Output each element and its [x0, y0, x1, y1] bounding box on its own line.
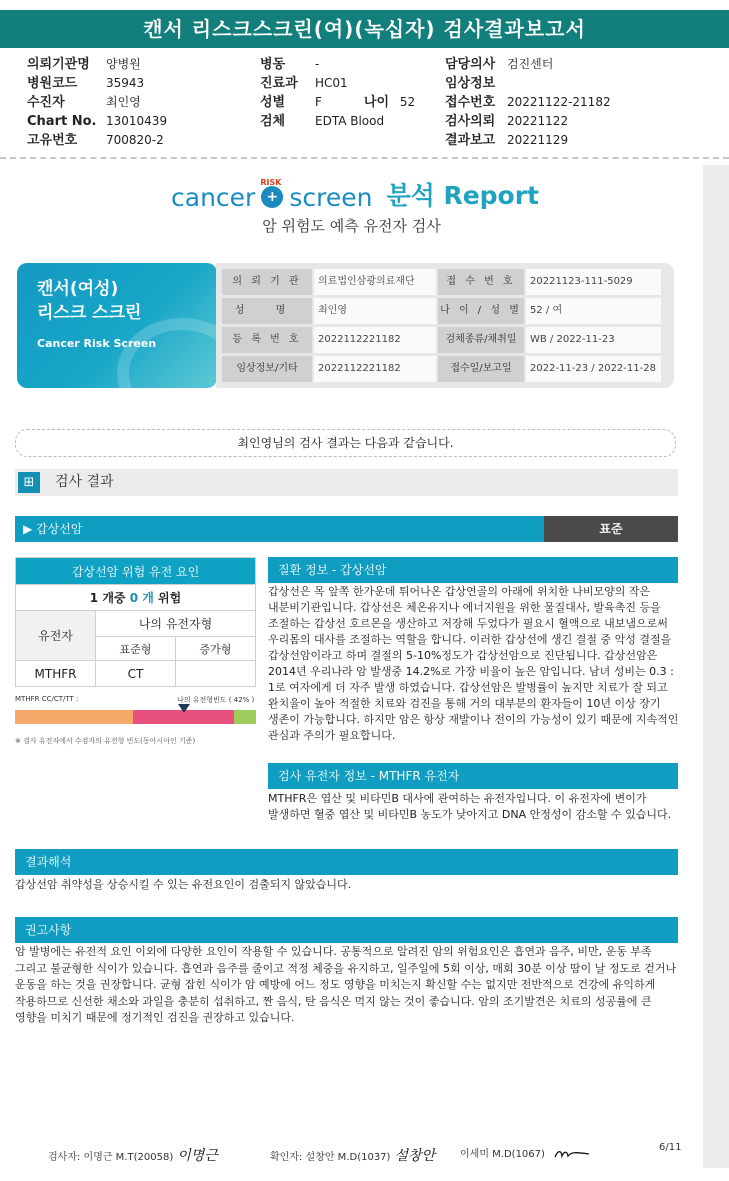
header-label: 검사의뢰 — [445, 114, 496, 129]
frequency-right-label: 나의 유전형빈도 ( 42% ) — [177, 696, 255, 704]
card-line-1: 캔서(여성) — [37, 279, 119, 299]
disease-info-line: 관심과 주의가 필요합니다. — [268, 729, 396, 742]
recommendation-line: 작용하므로 신선한 채소와 과일을 충분히 섭취하고, 짠 음식, 탄 음식은 먹지 않는 것이 좋습니다. 암의 조기발견은 치료의 성공률에 큰 — [15, 994, 652, 1008]
frequency-labels — [15, 695, 256, 707]
confirmer-name: 확인자: 설창안 M.D(1037) — [270, 1152, 391, 1163]
header-value: 35943 — [106, 76, 145, 90]
info-key: 등 록 번 호 — [222, 327, 312, 353]
disease-info-line: 갑상선은 목 앞쪽 한가운데 튀어나온 갑상연골의 아래에 위치한 나비모양의 작은 — [268, 585, 651, 598]
header-value: - — [315, 57, 320, 71]
header-label: 결과보고 — [445, 133, 496, 148]
info-key: 접 수 번 호 — [438, 269, 524, 295]
gene-info-line: MTHFR은 엽산 및 비타민B 대사에 관여하는 유전자입니다. 이 유전자에 변이가 — [268, 792, 647, 805]
header-value: 검진센터 — [507, 57, 554, 71]
recommendation-line: 그리고 불균형한 식이가 있습니다. 흡연과 음주를 줄이고 적정 체중을 유지하고, 일주일에 5회 이상, 매회 30분 이상 땀이 날 정도로 걷거나 — [15, 961, 677, 975]
info-key: 나 이 / 성 별 — [438, 298, 524, 324]
standard-type-label: 표준형 — [96, 637, 176, 661]
header-label: Chart No. — [27, 114, 97, 129]
disease-info-line: 갑상선암이라고 하며 결절의 5-10%정도가 갑상선암으로 진단됩니다. 갑상선암은 — [268, 649, 658, 662]
header-value: EDTA Blood — [315, 114, 385, 128]
recommendation-line: 암 발병에는 유전적 요인 이외에 다양한 요인이 작용할 수 있습니다. 공통적으로 알려진 암의 위험요인은 흡연과 음주, 비만, 운동 부족 — [15, 945, 652, 958]
recommendation-header: 권고사항 — [15, 917, 678, 943]
info-value: 2022-11-23 / 2022-11-28 — [526, 356, 661, 382]
recommendation-line: 운동을 하는 것을 권장합니다. 균형 잡힌 식이가 암 예방에 어느 정도 영향을 미치는지 확신할 수는 없지만 전반적으로 건강에 유익하게 — [15, 978, 656, 991]
confirmer-handwritten-sign: 설창안 — [394, 1148, 436, 1164]
interpretation-header: 결과해석 — [15, 849, 678, 875]
disease-info-line: 1로 여자에게 더 자주 발생 하였습니다. 갑상선암은 발병률이 높지만 치료가 잘 되고 — [268, 681, 668, 694]
info-key: 성 명 — [222, 298, 312, 324]
frequency-left-label: MTHFR CC/CT/TT : — [15, 695, 79, 703]
examiner-name: 검사자: 이명근 M.T(20058) — [48, 1152, 174, 1163]
doctor-signature — [460, 1145, 590, 1160]
section-header — [15, 469, 678, 496]
logo-word-cancer: cancer — [171, 183, 256, 212]
doctor-name: 이세미 M.D(1067) — [460, 1149, 545, 1160]
info-value: 20221123-111-5029 — [526, 269, 661, 295]
logo-report-text: 분석 Report — [386, 181, 539, 210]
genotype-frequency-bar — [15, 710, 256, 724]
standard-genotype-value: CT — [96, 661, 176, 687]
header-label: 검체 — [260, 114, 286, 129]
recommendation-body — [15, 944, 680, 1027]
header-value: 양병원 — [106, 57, 141, 71]
examiner-handwritten-sign: 이명근 — [177, 1148, 218, 1164]
header-label: 진료과 — [260, 76, 298, 91]
info-value: 의료법인삼광의료재단 — [314, 269, 436, 295]
header-value: 20221122 — [507, 114, 569, 128]
result-icon: ⊞ — [18, 472, 40, 493]
report-subtitle: 암 위험도 예측 유전자 검사 — [262, 217, 441, 235]
info-key: 의 뢰 기 관 — [222, 269, 312, 295]
info-key: 검체종류/채취일 — [438, 327, 524, 353]
report-title: 캔서 리스크스크린(여)(녹십자) 검사결과보고서 — [0, 10, 729, 48]
cancer-screen-logo — [171, 172, 539, 212]
info-key: 임상정보/기타 — [222, 356, 312, 382]
doctor-signature-scribble — [554, 1148, 590, 1160]
header-label: 고유번호 — [27, 133, 78, 148]
frequency-segment-tt — [234, 710, 256, 724]
page-number: 6/11 — [659, 1142, 682, 1153]
section-title: 검사 결과 — [55, 474, 114, 490]
gene-risk-table — [15, 557, 256, 687]
disease-info-line: 내분비기관입니다. 갑상선은 체온유지나 에너지원을 위한 물질대사, 발육촉진 등을 — [268, 601, 661, 614]
disease-info-line: 완치율이 높아 적절한 치료와 검진을 통해 거의 대부분의 환자들이 10년 이상 장기 — [268, 697, 661, 710]
info-value: 52 / 여 — [526, 298, 661, 324]
card-decoration — [117, 318, 217, 388]
header-value: 20221122-21182 — [507, 95, 611, 109]
dashed-divider — [0, 157, 729, 159]
header-value: 최인영 — [106, 95, 141, 109]
confirmer-signature — [270, 1145, 435, 1165]
increased-genotype-value — [176, 661, 256, 687]
page-edge-band — [703, 165, 729, 1168]
my-genotype-marker-icon — [178, 704, 190, 713]
info-value: 2022112221182 — [314, 327, 436, 353]
examiner-signature — [48, 1145, 218, 1165]
header-label: 접수번호 — [445, 95, 496, 110]
risk-count-pre: 1 개중 — [89, 591, 130, 605]
info-value: WB / 2022-11-23 — [526, 327, 661, 353]
increased-type-label: 증가형 — [176, 637, 256, 661]
info-value: 최인영 — [314, 298, 436, 324]
gene-name: MTHFR — [16, 661, 96, 687]
header-label: 임상정보 — [445, 76, 496, 91]
header-value: 13010439 — [106, 114, 168, 128]
result-status-badge: 표준 — [544, 516, 678, 542]
header-label: 수진자 — [27, 95, 65, 110]
gene-info-header: 검사 유전자 정보 - MTHFR 유전자 — [268, 763, 678, 789]
header-label: 성별 — [260, 95, 286, 110]
my-genotype-label: 나의 유전자형 — [96, 611, 256, 637]
header-col-2 — [260, 55, 415, 131]
header-value: HC01 — [315, 76, 348, 90]
product-card — [17, 263, 217, 388]
age-value: 52 — [399, 95, 416, 109]
logo-word-screen: screen — [289, 183, 373, 212]
disease-info-line: 조절하는 갑상선 호르몬을 생산하고 저장해 두었다가 필요시 혈액으로 내보냄으로써 — [268, 617, 668, 630]
age-label: 나이 — [363, 95, 390, 110]
patient-info-box — [216, 263, 674, 388]
interpretation-text: 갑상선암 취약성을 상승시킬 수 있는 유전요인이 검출되지 않았습니다. — [15, 878, 352, 891]
gene-info-body — [268, 791, 680, 823]
result-disease-bar: ▶ 갑상선암 — [15, 516, 544, 542]
header-value: 20221129 — [507, 133, 569, 147]
header-label: 담당의사 — [445, 57, 496, 72]
card-line-2: 리스크 스크린 — [37, 303, 142, 323]
greeting-message: 최인영님의 검사 결과는 다음과 같습니다. — [15, 429, 676, 457]
frequency-note: ※ 검사 유전자에서 수검자의 유전형 빈도(동아시아인 기준) — [15, 737, 196, 745]
disease-info-header: 질환 정보 - 갑상선암 — [268, 557, 678, 583]
disease-info-line: 2014년 우리나라 암 발생중 14.2%로 가장 비율이 높은 암입니다. 남녀 성비는 0.3 : — [268, 665, 674, 678]
header-value: 700820-2 — [106, 133, 164, 147]
disease-info-line: 우리몸의 대사를 조절하는 역할을 합니다. 이러한 갑상선에 생긴 결절 중 악성 결절을 — [268, 633, 672, 646]
logo-risk-text: RISK — [260, 178, 282, 187]
frequency-segment-cc — [15, 710, 133, 724]
risk-count-post: 위험 — [153, 591, 182, 605]
header-label: 병동 — [260, 57, 286, 72]
disease-info-line: 생존이 가능합니다. 하지만 암은 항상 재발이나 전이의 가능성이 있기 때문에 지속적인 — [268, 713, 679, 726]
header-col-1 — [27, 55, 167, 150]
header-label: 의뢰기관명 — [27, 57, 90, 72]
gene-column-label: 유전자 — [16, 611, 96, 661]
recommendation-line: 영향을 미치기 때문에 정기적인 검진을 권장하고 있습니다. — [15, 1011, 295, 1024]
card-english: Cancer Risk Screen — [37, 337, 157, 350]
info-key: 접수일/보고일 — [438, 356, 524, 382]
risk-count — [16, 585, 256, 611]
header-value: F — [315, 95, 322, 109]
disease-info-body — [268, 584, 680, 744]
header-label: 병원코드 — [27, 76, 78, 91]
plus-badge-icon: + RISK — [261, 186, 283, 208]
risk-count-number: 0 개 — [129, 591, 154, 605]
gene-table-header: 갑상선암 위험 유전 요인 — [16, 558, 256, 585]
gene-info-line: 발생하면 혈중 엽산 및 비타민B 농도가 낮아지고 DNA 안정성이 감소할 수 있습니다. — [268, 808, 672, 821]
header-col-3 — [445, 55, 611, 150]
info-value: 2022112221182 — [314, 356, 436, 382]
